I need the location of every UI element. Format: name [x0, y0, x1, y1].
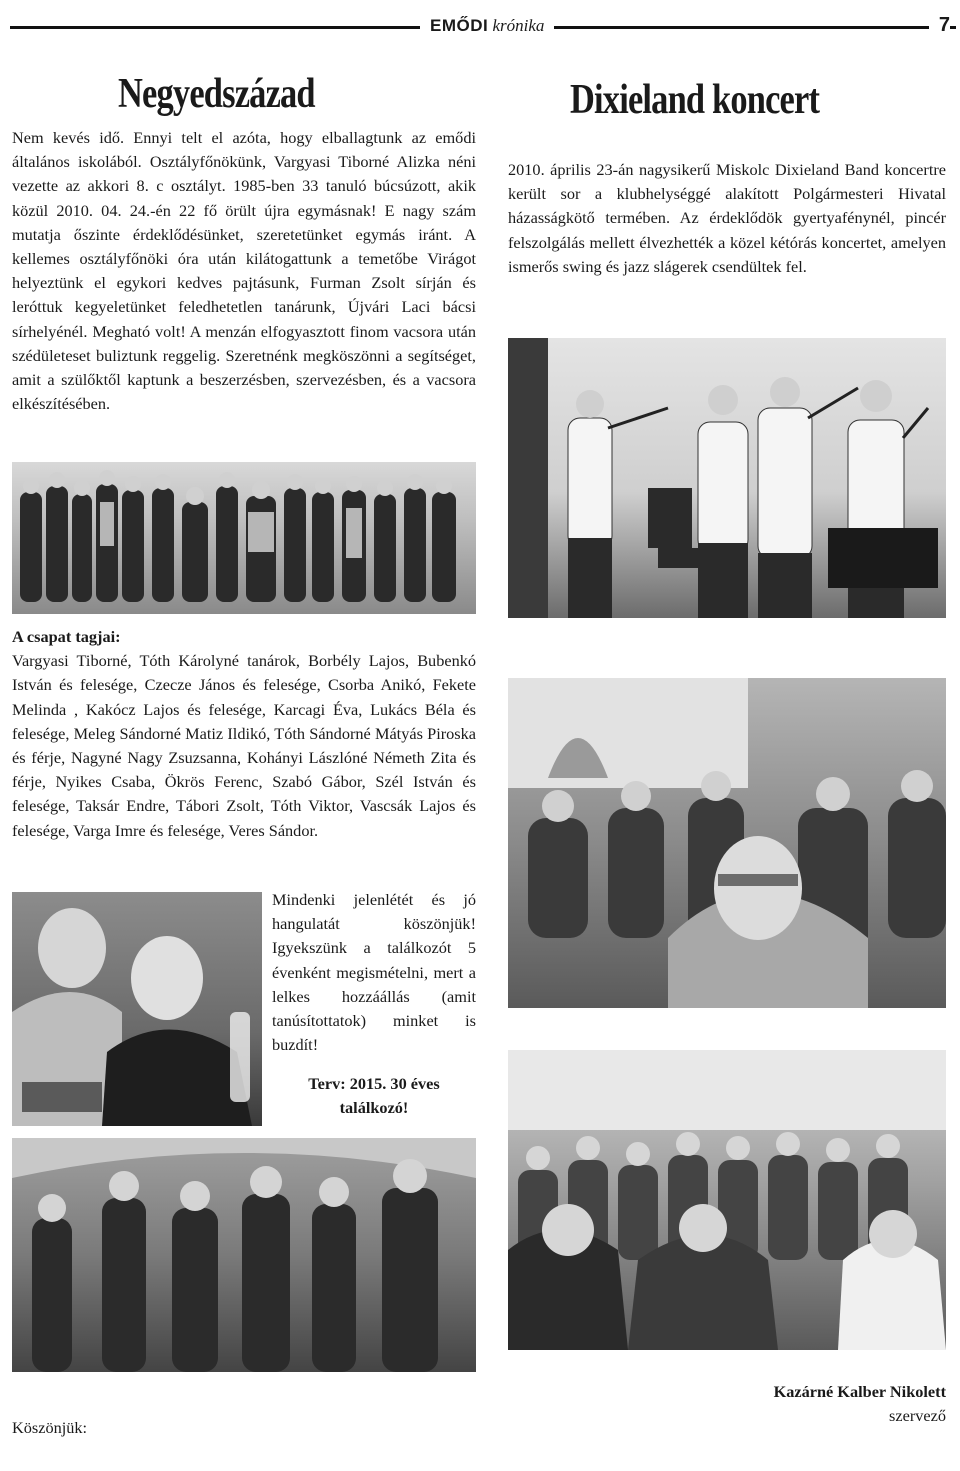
two-women-photo — [12, 892, 262, 1126]
page-number: 7 — [929, 14, 950, 37]
class-group-photo — [12, 462, 476, 614]
masthead-title: EMŐDI — [430, 16, 489, 35]
signature-role: szervező — [889, 1406, 946, 1425]
signature — [774, 1380, 946, 1428]
band-figures — [508, 338, 946, 618]
audience1-figures — [508, 678, 946, 1008]
masthead — [420, 16, 554, 36]
masthead-subtitle: krónika — [492, 16, 545, 35]
audience-photo-2 — [508, 1050, 946, 1350]
audience2-figures — [508, 1050, 946, 1350]
audience-photo-1 — [508, 678, 946, 1008]
team-label: A csapat tagjai: — [12, 627, 121, 646]
article2-body: 2010. április 23-án nagysikerű Miskolc Dixieland Band koncertre került sor a klubhelységgé alakított Polgármesteri Hivatal házasságkötő termében. Az érdeklődök gyertyafénynél, pincér felszolgálás mellett élvezhették a közel kétórás koncertet, amelyen ismerős swing és jazz slágerek csendültek fel. — [508, 160, 946, 276]
dixieland-band-photo — [508, 338, 946, 618]
group-photo-figures — [12, 462, 476, 614]
plan-text: Terv: 2015. 30 éves találkozó! — [308, 1074, 440, 1117]
team-members-list: Vargyasi Tiborné, Tóth Károlyné tanárok, Borbély Lajos, Bubenkó István és felesége, Czecze János és felesége, Csorba Anikó, Fekete Melinda , Kakócz Lajos és felesége, Karcagi Éva, Lukács Béla és felesége, Meleg Sándorné Matiz Ildikó, Tóth Sándorné Mátyás Piroska és férje, Nagyné Nagy Zsuzsanna, Kohányi Lászlóné Németh Zita és férje, Nyikes Csaba, Ökrös Ferenc, Szabó Gábor, Szél István és felesége, Taksár Endre, Tábori Zsolt, Tóth Viktor, Vascsák Lajos és felesége, Varga Imre és felesége, Veres Sándor. — [12, 651, 476, 840]
two-women-figures — [12, 892, 262, 1126]
team-section — [12, 625, 476, 843]
dancing-photo — [12, 1138, 476, 1372]
article1-title: Negyedszázad — [118, 71, 315, 117]
page-header — [10, 8, 956, 40]
signature-name: Kazárné Kalber Nikolett — [773, 1382, 946, 1401]
article1-body: Nem kevés idő. Ennyi telt el azóta, hogy elballagtunk az emődi általános iskolából. Osztályfőnökünk, Vargyasi Tiborné Alizka néni vezette az akkori 8. c osztályt. 1985-ben 33 tanuló búcsúzott, akik közül 2010. 04. 24.-én 22 fő örült újra egymásnak! E nagy szám mutatja őszinte érdeklődésünket, szeretetünket egymás iránt. A kellemes osztályfőnöki óra után kilátogattunk a temetőbe Virágot helyeztünk el egykori kedves pajtásunk, Furman Zsolt sírján és leróttuk kegyeletünket feledhetetlen tanárunk, Újvári Laci bácsi sírhelyénél. Megható volt! A menzán elfogyasztott finom vacsora után szédületeset buliztunk reggelig. Szeretnénk megköszönni a segítséget, amit a szülőktől kaptunk a beszerzésben, szervezésben, és a vacsora elkészítésében. — [12, 128, 476, 414]
dancing-figures — [12, 1138, 476, 1372]
thanks-text: Mindenki jelenlétét és jó hangulatát köszönjük! Igyekszünk a találkozót 5 évenként megismételni, mert a lelkes hozzáállás (amit tanúsítottatok) minket is buzdít! — [272, 890, 476, 1055]
footer-thanks: Köszönjük: — [12, 1418, 88, 1437]
article2-title: Dixieland koncert — [570, 77, 820, 123]
